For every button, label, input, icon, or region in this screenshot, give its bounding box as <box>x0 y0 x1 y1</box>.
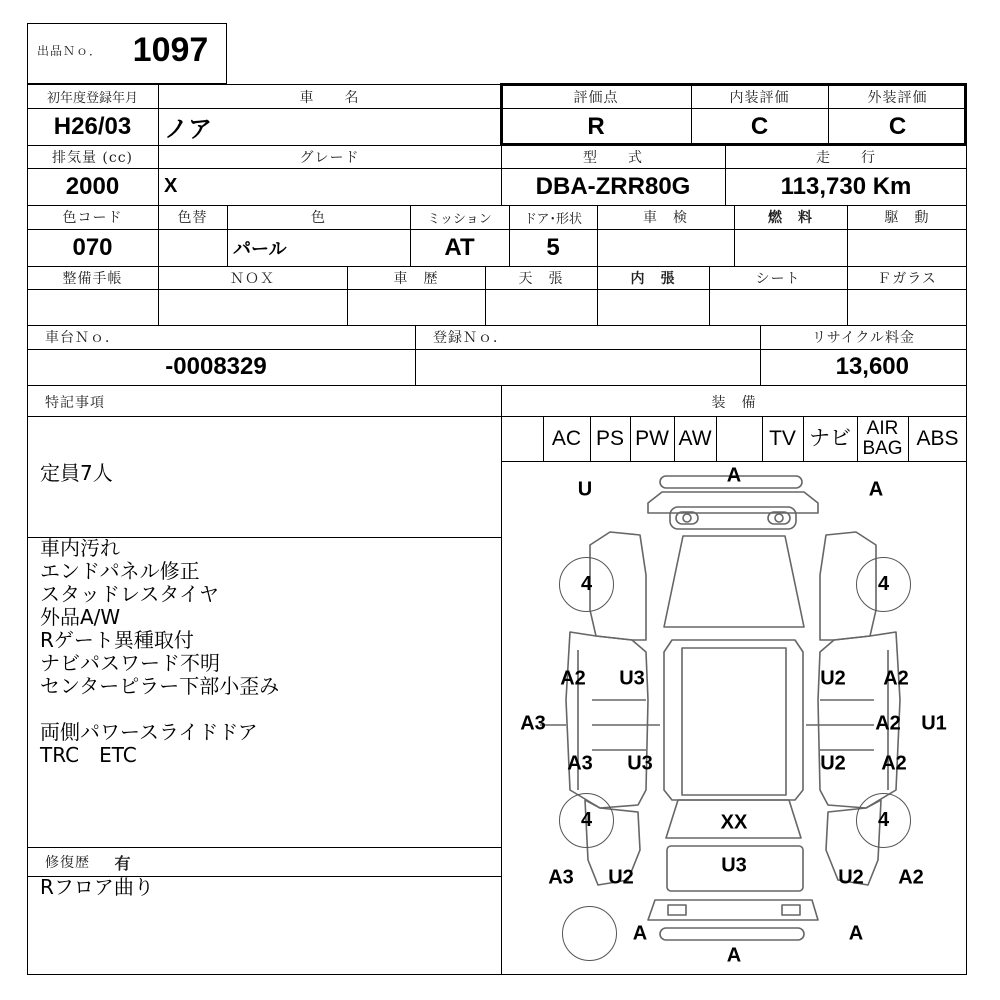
door-label: ドア･形状 <box>523 211 583 227</box>
notes-list <box>40 537 279 767</box>
damage-mark-left-quarter: A3 <box>548 866 574 889</box>
equipment-item-blank <box>501 416 543 461</box>
damage-mark-right-pillar: U2 <box>820 667 846 690</box>
first-reg-label: 初年度登録年月 <box>46 91 138 106</box>
note-line: 外品A/W <box>40 605 121 629</box>
equipment-item-abs: ABS <box>916 426 959 450</box>
damage-mark-rear-left-corner: A <box>632 922 648 945</box>
equipment-item-blank <box>716 416 762 461</box>
lot-number-label: 出品Ｎｏ． <box>37 44 103 58</box>
repair-history-value: 有 <box>114 853 132 873</box>
damage-mark-tailgate: U3 <box>721 854 747 877</box>
lot-number-value: 1097 <box>132 31 209 69</box>
history-label: 車 歴 <box>393 270 439 287</box>
inspection-label: 車 検 <box>643 210 688 226</box>
note-line: センターピラー下部小歪み <box>40 674 280 698</box>
damage-mark-left-front-door: A2 <box>560 667 586 690</box>
color-code-label: 色コード <box>62 210 123 226</box>
grade-value: X <box>164 175 178 197</box>
exterior-score-value: C <box>888 112 907 140</box>
equipment-item-tv: TV <box>769 426 796 450</box>
note-line: Rゲート異種取付 <box>40 628 194 652</box>
damage-mark-right-step: A2 <box>875 712 901 735</box>
equipment-item-ps: PS <box>595 426 624 450</box>
first-reg-value: H26/03 <box>53 112 132 140</box>
sunroof-label: 天 張 <box>518 270 564 287</box>
damage-mark-right-step-2: U1 <box>921 712 947 735</box>
equipment-item-airbag: AIR BAG <box>862 417 903 459</box>
notes-label: 特記事項 <box>45 394 105 411</box>
transmission-label: ミッション <box>427 211 492 227</box>
equipment-label: 装 備 <box>711 394 757 411</box>
displacement-value: 2000 <box>65 172 120 200</box>
interior-score-label: 内装評価 <box>729 89 790 106</box>
equipment-item-navi: ナビ <box>809 426 851 450</box>
damage-mark-left-rear-pillar: U3 <box>627 752 653 775</box>
door-value: 5 <box>546 233 560 261</box>
tire-front-left: 4 <box>559 557 614 612</box>
damage-mark-rear-glass: XX <box>720 811 748 834</box>
repaint-label: 色替 <box>177 210 208 226</box>
damage-mark-right-front-door: A2 <box>883 667 909 690</box>
model-label: 型 式 <box>583 149 643 166</box>
damage-mark-right-rear-pillar: U2 <box>820 752 846 775</box>
maintenance-label: 整備手帳 <box>62 270 123 287</box>
drive-value <box>847 229 967 266</box>
tire-rear-left: 4 <box>559 793 614 848</box>
damage-mark-left-rear-door: A3 <box>567 752 593 775</box>
fglass-label: Ｆガラス <box>877 270 937 287</box>
damage-mark-left-pillar: U3 <box>619 667 645 690</box>
nox-label: ＮＯＸ <box>230 270 275 287</box>
score-label: 評価点 <box>573 89 619 106</box>
damage-mark-front-left: U <box>577 478 593 501</box>
registration-label: 登録Ｎｏ． <box>433 330 508 346</box>
inspection-value <box>597 229 734 266</box>
chassis-value: -0008329 <box>165 353 267 380</box>
grade-label: グレード <box>299 149 360 166</box>
damage-mark-rear-bumper: A <box>726 944 742 967</box>
repaint-value <box>158 229 227 266</box>
repair-history-label: 修復歴 <box>45 855 90 871</box>
damage-mark-left-step: A3 <box>520 712 546 735</box>
car-name-value: ノア <box>164 116 212 143</box>
car-name-label: 車 名 <box>299 89 360 106</box>
tire-rear-right: 4 <box>856 793 911 848</box>
transmission-value: AT <box>444 233 475 261</box>
drive-label: 駆 動 <box>884 210 930 226</box>
tire-front-right: 4 <box>856 557 911 612</box>
note-line: 車内汚れ <box>40 536 120 560</box>
seat-label: シート <box>755 270 801 287</box>
displacement-label: 排気量 (cc) <box>51 149 134 166</box>
note-line: エンドパネル修正 <box>40 559 200 583</box>
recycle-label: リサイクル料金 <box>811 330 916 346</box>
recycle-value: 13,600 <box>835 353 909 380</box>
color-value: パール <box>233 238 287 259</box>
color-label: 色 <box>311 210 326 226</box>
note-line <box>40 698 279 721</box>
note-capacity: 定員7人 <box>40 461 113 485</box>
note-line: スタッドレスタイヤ <box>40 582 219 606</box>
color-code-value: 070 <box>72 233 113 261</box>
interior-lining-label: 内 張 <box>630 270 676 287</box>
damage-mark-right-quarter: A2 <box>898 866 924 889</box>
damage-mark-front-right: A <box>868 478 884 501</box>
equipment-item-aw: AW <box>678 426 712 450</box>
registration-value <box>415 349 760 385</box>
score-value: R <box>587 112 605 140</box>
damage-mark-front-bumper: A <box>726 464 742 487</box>
damage-mark-left-rear-fender: U2 <box>608 866 634 889</box>
model-value: DBA-ZRR80G <box>535 172 691 200</box>
fuel-value <box>734 229 847 266</box>
note-line: TRC ETC <box>40 743 137 767</box>
spare-tire <box>562 906 617 961</box>
damage-mark-rear-right-corner: A <box>848 922 864 945</box>
repair-detail: Rフロア曲り <box>40 875 154 899</box>
note-line: 両側パワースライドドア <box>40 720 258 744</box>
interior-score-value: C <box>750 112 769 140</box>
note-line: ナビパスワード不明 <box>40 651 220 675</box>
mileage-label: 走 行 <box>816 149 876 166</box>
equipment-item-ac: AC <box>551 426 582 450</box>
equipment-item-pw: PW <box>635 426 669 450</box>
fuel-label: 燃 料 <box>768 210 813 226</box>
chassis-label: 車台Ｎｏ． <box>45 330 120 346</box>
mileage-value: 113,730 Km <box>780 172 912 200</box>
exterior-score-label: 外装評価 <box>867 89 928 106</box>
damage-mark-right-rear-fender: U2 <box>838 866 864 889</box>
damage-mark-right-rear-door: A2 <box>881 752 907 775</box>
